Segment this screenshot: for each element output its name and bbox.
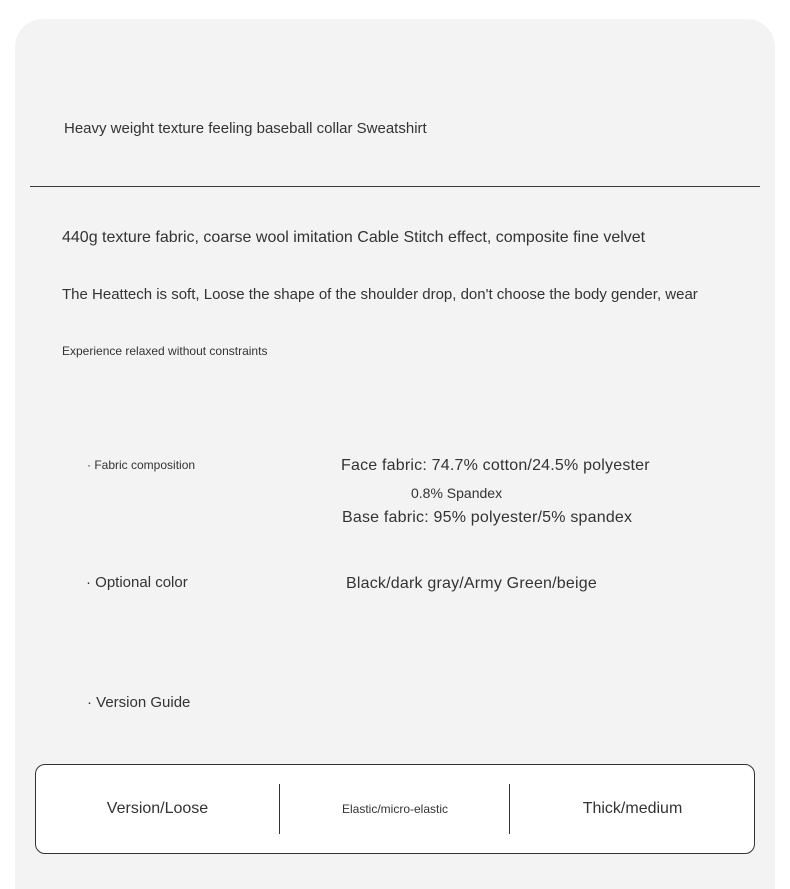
- version-guide-box: [35, 764, 755, 854]
- version-guide-label: · Version Guide: [87, 694, 191, 711]
- face-fabric-extra-value: 0.8% Spandex: [411, 485, 503, 501]
- description-line-3: Experience relaxed without constraints: [62, 344, 268, 358]
- product-detail-card: [15, 19, 775, 889]
- face-fabric-value: Face fabric: 74.7% cotton/24.5% polyester: [341, 457, 650, 474]
- version-divider: [509, 784, 510, 834]
- base-fabric-value: Base fabric: 95% polyester/5% spandex: [342, 509, 633, 526]
- optional-color-label: · Optional color: [86, 574, 188, 591]
- version-thickness-cell: Thick/medium: [582, 800, 683, 817]
- divider: [30, 186, 760, 187]
- description-line-2: The Heattech is soft, Loose the shape of the shoulder drop, don't choose the body gender, wear: [62, 286, 698, 303]
- version-fit-cell: Version/Loose: [106, 800, 209, 817]
- fabric-composition-label: · Fabric composition: [87, 458, 196, 472]
- version-elasticity-cell: Elastic/micro-elastic: [341, 802, 449, 816]
- product-title: Heavy weight texture feeling baseball collar Sweatshirt: [64, 120, 427, 137]
- optional-color-value: Black/dark gray/Army Green/beige: [346, 575, 597, 592]
- description-line-1: 440g texture fabric, coarse wool imitation Cable Stitch effect, composite fine velvet: [62, 229, 646, 246]
